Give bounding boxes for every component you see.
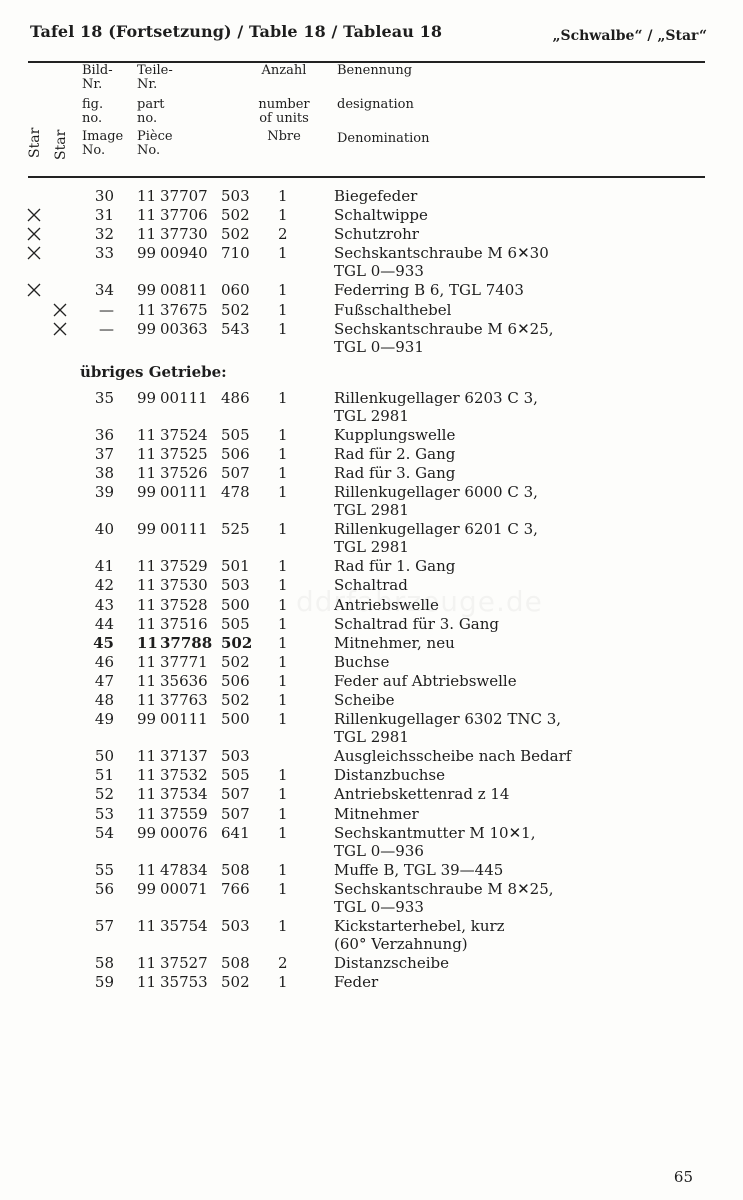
image-number: 36 <box>94 425 114 444</box>
part-group: 11 <box>137 595 157 614</box>
part-group: 11 <box>137 576 157 595</box>
quantity: 1 <box>278 633 288 652</box>
part-suffix: 502 <box>221 206 250 225</box>
part-number: 37534 <box>160 785 208 804</box>
part-group: 11 <box>137 860 157 879</box>
image-number: 43 <box>94 595 114 614</box>
part-group: 11 <box>137 766 157 785</box>
part-group: 99 <box>137 319 157 338</box>
part-suffix: 486 <box>221 388 250 407</box>
part-number: 37528 <box>160 595 208 614</box>
part-suffix: 766 <box>221 879 250 898</box>
designation: Rad für 1. Gang <box>334 557 456 576</box>
designation: TGL 2981 <box>334 538 409 557</box>
part-suffix: 060 <box>221 281 250 300</box>
part-number: 00071 <box>160 879 208 898</box>
part-group: 11 <box>137 671 157 690</box>
part-group: 11 <box>137 225 157 244</box>
part-group: 99 <box>137 388 157 407</box>
quantity: 1 <box>278 464 288 482</box>
image-number: 32 <box>94 225 114 244</box>
image-number: 44 <box>94 614 114 633</box>
designation: Schutzrohr <box>334 225 419 244</box>
designation: Schaltrad <box>334 576 408 595</box>
designation: TGL 2981 <box>334 728 409 747</box>
part-number: 00940 <box>160 244 208 263</box>
image-number: 51 <box>94 766 114 785</box>
image-number: 45 <box>93 633 114 652</box>
designation: Muffe B, TGL 39—445 <box>334 860 504 879</box>
designation: Federring B 6, TGL 7403 <box>334 281 524 300</box>
quantity: 1 <box>278 652 288 671</box>
part-number: 37526 <box>160 464 208 482</box>
designation: Mitnehmer, neu <box>334 633 455 652</box>
part-number: 00363 <box>160 319 208 338</box>
designation: Scheibe <box>334 691 395 709</box>
part-group: 99 <box>137 520 157 539</box>
star-applicability-cross-icon <box>52 302 68 318</box>
image-number: 49 <box>94 710 114 729</box>
quantity: 1 <box>278 483 288 502</box>
part-suffix: 503 <box>221 747 250 766</box>
quantity: 1 <box>278 388 288 407</box>
quantity: 1 <box>278 520 288 539</box>
part-number: 00111 <box>160 388 208 407</box>
designation: TGL 0—936 <box>334 841 424 860</box>
part-suffix: 710 <box>221 244 250 263</box>
quantity: 1 <box>278 766 288 785</box>
part-group: 11 <box>137 785 157 804</box>
designation: (60° Verzahnung) <box>334 934 468 953</box>
designation: Sechskantmutter M 10✕1, <box>334 823 536 842</box>
part-group: 11 <box>137 916 157 935</box>
part-suffix: 506 <box>221 671 250 690</box>
column-star-1: Star <box>27 127 43 158</box>
quantity: 1 <box>278 576 288 595</box>
image-number: 47 <box>94 671 114 690</box>
model-names: „Schwalbe“ / „Star“ <box>552 28 707 44</box>
part-group: 11 <box>137 973 157 992</box>
designation: Antriebswelle <box>334 595 439 614</box>
image-number: 35 <box>94 388 114 407</box>
part-suffix: 503 <box>221 187 250 205</box>
column-star-2: Star <box>53 129 69 160</box>
quantity: 1 <box>278 444 288 463</box>
star-applicability-cross-icon <box>26 226 42 242</box>
part-suffix: 500 <box>221 710 250 729</box>
image-number: — <box>99 300 114 319</box>
designation: Schaltrad für 3. Gang <box>334 614 500 633</box>
quantity: 1 <box>278 319 288 338</box>
designation: Distanzscheibe <box>334 954 449 972</box>
part-suffix: 506 <box>221 444 250 463</box>
image-number: 38 <box>94 464 114 482</box>
image-number: 33 <box>94 244 114 263</box>
quantity: 1 <box>278 281 288 300</box>
part-suffix: 502 <box>221 652 250 671</box>
designation: TGL 0—931 <box>334 337 424 356</box>
quantity: 1 <box>278 187 288 205</box>
part-suffix: 502 <box>221 633 253 652</box>
part-suffix: 508 <box>221 954 250 972</box>
image-number: 48 <box>94 691 114 709</box>
quantity: 1 <box>278 671 288 690</box>
image-number: 39 <box>94 483 114 502</box>
image-number: 41 <box>94 557 114 576</box>
part-number: 37559 <box>160 804 208 823</box>
page-title: Tafel 18 (Fortsetzung) / Table 18 / Tableau 18 <box>30 22 443 41</box>
part-number: 00111 <box>160 710 208 729</box>
part-suffix: 543 <box>221 319 250 338</box>
part-number: 35636 <box>160 671 208 690</box>
part-number: 37527 <box>160 954 208 972</box>
designation: Antriebskettenrad z 14 <box>334 785 510 804</box>
quantity: 1 <box>278 557 288 576</box>
designation: TGL 2981 <box>334 406 409 425</box>
part-number: 37532 <box>160 766 208 785</box>
part-number: 37763 <box>160 691 208 709</box>
star-applicability-cross-icon <box>52 321 68 337</box>
image-number: 54 <box>94 823 114 842</box>
column-image-no: Bild- Nr. fig. no. Image No. <box>82 63 124 158</box>
image-number: 34 <box>94 281 114 300</box>
image-number: 53 <box>94 804 114 823</box>
part-number: 35753 <box>160 973 208 992</box>
part-group: 11 <box>137 444 157 463</box>
designation: Rad für 2. Gang <box>334 444 456 463</box>
image-number: 42 <box>94 576 114 595</box>
part-number: 00811 <box>160 281 208 300</box>
designation: Feder auf Abtriebswelle <box>334 671 517 690</box>
part-suffix: 500 <box>221 595 250 614</box>
image-number: 56 <box>94 879 114 898</box>
part-group: 11 <box>137 614 157 633</box>
designation: Sechskantschraube M 8✕25, <box>334 879 554 898</box>
column-designation: Benennung designation Denomination <box>337 63 430 146</box>
part-group: 99 <box>137 879 157 898</box>
part-number: 37137 <box>160 747 208 766</box>
part-group: 99 <box>137 281 157 300</box>
quantity: 1 <box>278 973 288 992</box>
quantity: 1 <box>278 785 288 804</box>
watermark <box>296 585 543 618</box>
part-number: 37788 <box>160 633 213 652</box>
designation: Rillenkugellager 6201 C 3, <box>334 520 538 539</box>
quantity: 1 <box>278 614 288 633</box>
part-group: 11 <box>137 187 157 205</box>
part-suffix: 641 <box>221 823 250 842</box>
designation: Kupplungswelle <box>334 425 456 444</box>
part-number: 37675 <box>160 300 208 319</box>
image-number: 50 <box>94 747 114 766</box>
designation: Biegefeder <box>334 187 418 205</box>
designation: Sechskantschraube M 6✕30 <box>334 244 549 263</box>
designation: Sechskantschraube M 6✕25, <box>334 319 554 338</box>
part-group: 11 <box>137 425 157 444</box>
image-number: 58 <box>94 954 114 972</box>
page-number: 65 <box>673 1168 693 1186</box>
image-number: 57 <box>94 916 114 935</box>
part-suffix: 525 <box>221 520 250 539</box>
part-suffix: 507 <box>221 804 250 823</box>
quantity: 1 <box>278 691 288 709</box>
designation: Rillenkugellager 6203 C 3, <box>334 388 538 407</box>
part-suffix: 505 <box>221 614 250 633</box>
image-number: 40 <box>94 520 114 539</box>
quantity: 1 <box>278 425 288 444</box>
part-group: 11 <box>137 557 157 576</box>
part-suffix: 478 <box>221 483 250 502</box>
part-group: 11 <box>137 633 158 652</box>
designation: TGL 0—933 <box>334 262 424 281</box>
part-number: 00076 <box>160 823 208 842</box>
part-number: 37524 <box>160 425 208 444</box>
part-number: 37529 <box>160 557 208 576</box>
designation: TGL 2981 <box>334 501 409 520</box>
part-number: 37730 <box>160 225 208 244</box>
quantity: 1 <box>278 879 288 898</box>
part-number: 35754 <box>160 916 208 935</box>
star-applicability-cross-icon <box>26 207 42 223</box>
part-group: 11 <box>137 691 157 709</box>
designation: Rillenkugellager 6302 TNC 3, <box>334 710 562 729</box>
part-group: 11 <box>137 954 157 972</box>
quantity: 1 <box>278 206 288 225</box>
quantity: 1 <box>278 244 288 263</box>
part-number: 47834 <box>160 860 208 879</box>
designation: Mitnehmer <box>334 804 419 823</box>
quantity: 1 <box>278 916 288 935</box>
part-suffix: 502 <box>221 225 250 244</box>
part-group: 11 <box>137 747 157 766</box>
designation: Distanzbuchse <box>334 766 445 785</box>
image-number: 55 <box>94 860 114 879</box>
designation: Buchse <box>334 652 390 671</box>
part-suffix: 502 <box>221 691 250 709</box>
designation: TGL 0—933 <box>334 897 424 916</box>
star-applicability-cross-icon <box>26 282 42 298</box>
column-part-no: Teile- Nr. part no. Pièce No. <box>137 63 173 158</box>
designation: Ausgleichsscheibe nach Bedarf <box>334 747 572 766</box>
part-group: 99 <box>137 244 157 263</box>
part-number: 37771 <box>160 652 208 671</box>
part-group: 11 <box>137 652 157 671</box>
part-number: 37516 <box>160 614 208 633</box>
image-number: 30 <box>94 187 114 205</box>
quantity: 1 <box>278 860 288 879</box>
quantity: 1 <box>278 804 288 823</box>
part-suffix: 503 <box>221 916 250 935</box>
quantity: 1 <box>278 595 288 614</box>
part-group: 99 <box>137 710 157 729</box>
quantity: 2 <box>278 225 288 244</box>
designation: Schaltwippe <box>334 206 428 225</box>
part-suffix: 505 <box>221 766 250 785</box>
part-suffix: 507 <box>221 785 250 804</box>
part-number: 37530 <box>160 576 208 595</box>
image-number: 52 <box>94 785 114 804</box>
designation: Fußschalthebel <box>334 300 452 319</box>
part-number: 00111 <box>160 520 208 539</box>
part-suffix: 501 <box>221 557 250 576</box>
part-suffix: 508 <box>221 860 250 879</box>
image-number: 31 <box>94 206 114 225</box>
part-number: 37525 <box>160 444 208 463</box>
designation: Feder <box>334 973 379 992</box>
part-group: 99 <box>137 483 157 502</box>
image-number: 59 <box>94 973 114 992</box>
part-group: 11 <box>137 464 157 482</box>
part-group: 99 <box>137 823 157 842</box>
part-number: 00111 <box>160 483 208 502</box>
quantity: 1 <box>278 823 288 842</box>
section-heading: übriges Getriebe: <box>80 362 227 381</box>
column-quantity: Anzahl number of units Nbre <box>258 63 310 144</box>
part-group: 11 <box>137 300 157 319</box>
quantity: 1 <box>278 300 288 319</box>
designation: Rillenkugellager 6000 C 3, <box>334 483 538 502</box>
part-group: 11 <box>137 804 157 823</box>
image-number: 46 <box>94 652 114 671</box>
part-suffix: 502 <box>221 300 250 319</box>
part-suffix: 502 <box>221 973 250 992</box>
quantity: 2 <box>278 954 288 972</box>
image-number: 37 <box>94 444 114 463</box>
image-number: — <box>99 319 114 338</box>
part-number: 37707 <box>160 187 208 205</box>
part-suffix: 507 <box>221 464 250 482</box>
part-number: 37706 <box>160 206 208 225</box>
part-suffix: 505 <box>221 425 250 444</box>
designation: Kickstarterhebel, kurz <box>334 916 505 935</box>
designation: Rad für 3. Gang <box>334 464 456 482</box>
part-group: 11 <box>137 206 157 225</box>
star-applicability-cross-icon <box>26 245 42 261</box>
quantity: 1 <box>278 710 288 729</box>
part-suffix: 503 <box>221 576 250 595</box>
